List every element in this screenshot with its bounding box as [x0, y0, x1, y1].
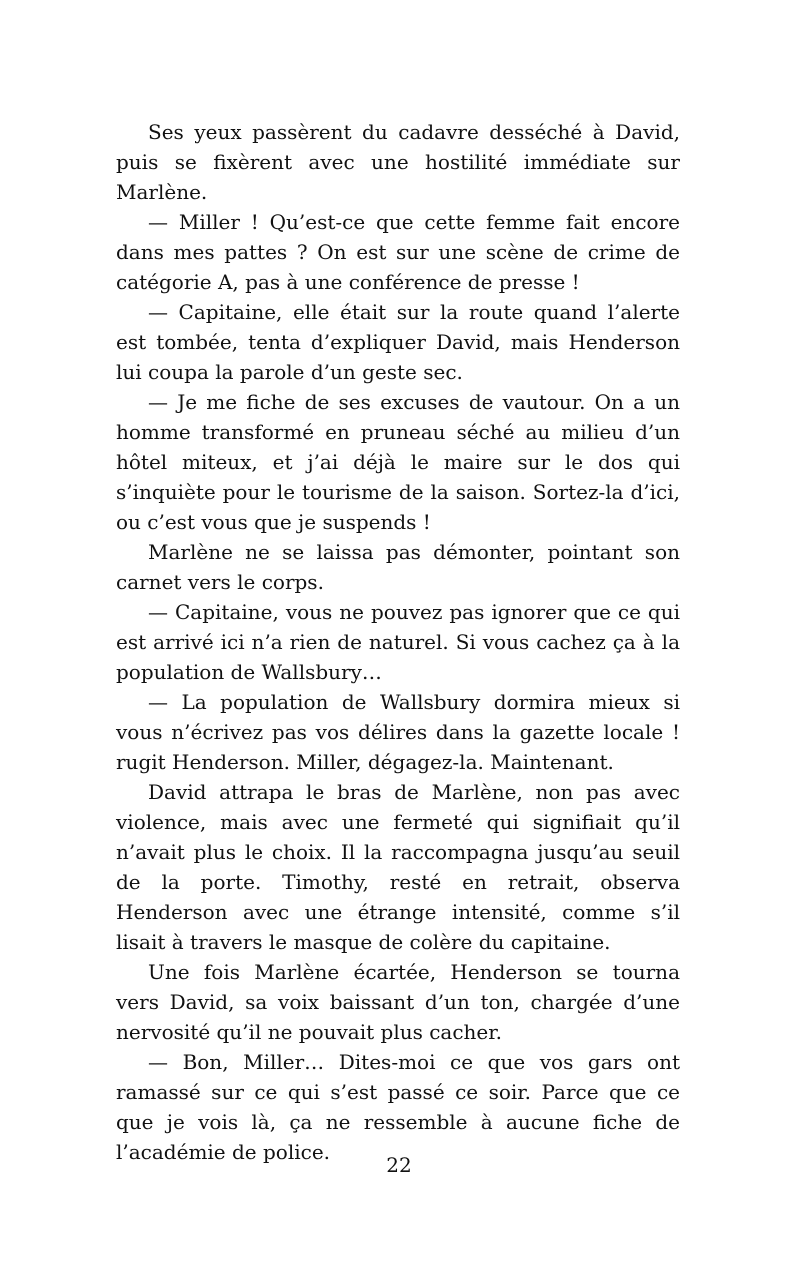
paragraph: — Miller ! Qu’est-ce que cette femme fait encore dans mes pattes ? On est sur une scène de crime de catégorie A, pas à une conférence de presse !: [116, 210, 680, 294]
page-body: [116, 117, 680, 1167]
paragraph: — Bon, Miller… Dites-moi ce que vos gars ont ramassé sur ce qui s’est passé ce soir. Parce que ce que je vois là, ça ne ressemble à aucune fiche de l’académie de police.: [116, 1050, 680, 1164]
page-number: 22: [386, 1153, 412, 1177]
paragraph: Ses yeux passèrent du cadavre desséché à David, puis se fixèrent avec une hostilité immédiate sur Marlène.: [116, 120, 680, 204]
paragraph: Marlène ne se laissa pas démonter, pointant son carnet vers le corps.: [116, 540, 680, 594]
paragraph: Une fois Marlène écartée, Henderson se tourna vers David, sa voix baissant d’un ton, chargée d’une nervosité qu’il ne pouvait plus cacher.: [116, 960, 680, 1044]
paragraph: — Capitaine, elle était sur la route quand l’alerte est tombée, tenta d’expliquer David, mais Henderson lui coupa la parole d’un geste sec.: [116, 300, 680, 384]
paragraph: David attrapa le bras de Marlène, non pas avec violence, mais avec une fermeté qui signifiait qu’il n’avait plus le choix. Il la raccompagna jusqu’au seuil de la porte. Timothy, resté en retrait, observa Henderson avec une étrange intensité, comme s’il lisait à travers le masque de colère du capitaine.: [116, 780, 680, 954]
paragraph: — Capitaine, vous ne pouvez pas ignorer que ce qui est arrivé ici n’a rien de naturel. Si vous cachez ça à la population de Wallsbury…: [116, 600, 680, 684]
paragraph: — Je me fiche de ses excuses de vautour. On a un homme transformé en pruneau séché au milieu d’un hôtel miteux, et j’ai déjà le maire sur le dos qui s’inquiète pour le tourisme de la saison. Sortez-la d’ici, ou c’est vous que je suspends !: [116, 390, 680, 534]
paragraph: — La population de Wallsbury dormira mieux si vous n’écrivez pas vos délires dans la gazette locale ! rugit Henderson. Miller, dégagez-la. Maintenant.: [116, 690, 680, 774]
